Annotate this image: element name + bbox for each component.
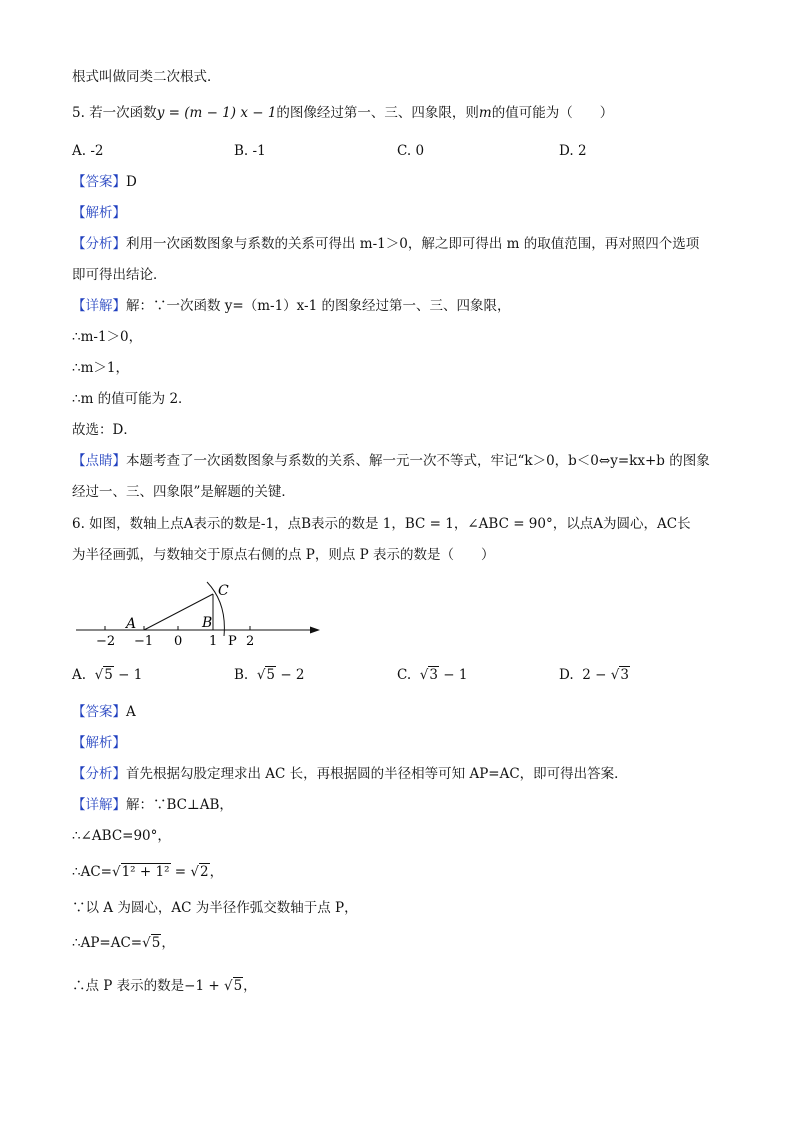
q6-step: ∴AC=√1² + 1² = √2，	[72, 864, 224, 880]
q5-function: y = (m − 1) x − 1	[156, 105, 277, 121]
q5-option-d[interactable]: D. 2	[559, 143, 587, 159]
q6-stem-line1: 6. 如图，数轴上点A表示的数是-1，点B表示的数是 1，BC = 1，∠ABC = 90°，以点A为圆心，AC长	[72, 516, 691, 532]
point-label-a: A	[126, 616, 137, 632]
sqrt: √1² + 1²	[111, 864, 170, 880]
q6-step: ∴∠ABC=90°，	[72, 828, 171, 844]
q5-xiangjie: 【详解】解：∵一次函数 y=（m-1）x-1 的图象经过第一、三、四象限，	[72, 298, 511, 314]
q6-step: ∴AP=AC=√5，	[72, 935, 175, 951]
sqrt: √5	[256, 667, 276, 683]
q6-analysis-heading: 【解析】	[72, 735, 126, 751]
q5-option-a[interactable]: A. -2	[72, 143, 104, 159]
tick-label: 1	[209, 634, 218, 649]
q5-option-b[interactable]: B. -1	[234, 143, 266, 159]
q6-step: ∴点 P 表示的数是−1 + √5，	[72, 978, 257, 994]
q5-dianjing-cont: 经过一、三、四象限”是解题的关键．	[72, 484, 295, 500]
answer-tag: 【答案】	[72, 704, 126, 720]
q6-answer	[72, 702, 136, 722]
q5-variable: m	[478, 105, 492, 121]
q5-fenxi: 【分析】利用一次函数图象与系数的关系可得出 m-1＞0，解之即可得出 m 的取值范围，再对照四个选项	[72, 236, 700, 252]
tick-label: 0	[174, 634, 183, 649]
q5-stem-suffix: 的值可能为（ ）	[491, 105, 614, 121]
q6-option-a[interactable]: A. √5 − 1	[72, 667, 143, 683]
q5-step: ∴m-1＞0，	[72, 329, 143, 345]
q5-step: 故选：D．	[72, 422, 137, 438]
q6-xiangjie: 【详解】解：∵BC⊥AB，	[72, 797, 233, 813]
q5-step: ∴m＞1，	[72, 360, 129, 376]
q6-stem-line2: 为半径画弧，与数轴交于原点右侧的点 P，则点 P 表示的数是（ ）	[72, 547, 495, 563]
sqrt: √5	[223, 978, 243, 994]
intro-tail: 根式叫做同类二次根式．	[72, 69, 221, 85]
q5-answer	[72, 172, 137, 192]
q5-dianjing: 【点睛】本题考查了一次函数图象与系数的关系、解一元一次不等式，牢记“k＞0，b＜0⇔y=kx+b 的图象	[72, 453, 710, 469]
tick-label: 2	[246, 634, 255, 649]
answer-value: D	[126, 174, 137, 190]
q5-number: 5.	[72, 105, 85, 121]
sqrt: √2	[190, 864, 209, 880]
q5-stem-middle: 的图像经过第一、三、四象限，则	[276, 105, 479, 121]
sqrt: √5	[142, 935, 161, 951]
q5-analysis-heading: 【解析】	[72, 205, 126, 221]
q5-fenxi-cont: 即可得出结论．	[72, 267, 167, 283]
axis-arrow	[310, 627, 320, 634]
tick-label: −1	[134, 634, 154, 649]
number-line-figure	[72, 578, 332, 650]
point-label-b: B	[202, 615, 213, 631]
q5-option-c[interactable]: C. 0	[397, 143, 425, 159]
sqrt: √3	[419, 667, 438, 683]
q6-step: ∵以 A 为圆心，AC 为半径作弧交数轴于点 P，	[72, 900, 358, 916]
tick-label: −2	[96, 634, 116, 649]
point-label-c: C	[218, 583, 229, 599]
answer-tag: 【答案】	[72, 174, 126, 190]
q5-stem-prefix: 若一次函数	[89, 105, 157, 121]
q6-option-d[interactable]: D. 2 − √3	[559, 667, 629, 683]
point-label-p: P	[228, 634, 237, 649]
sqrt: √5	[94, 667, 113, 683]
q6-option-b[interactable]: B. √5 − 2	[234, 667, 305, 683]
q5-stem	[72, 103, 613, 123]
q6-fenxi: 【分析】首先根据勾股定理求出 AC 长，再根据圆的半径相等可知 AP=AC，即可得出答案．	[72, 766, 628, 782]
sqrt: √3	[610, 667, 629, 683]
q6-option-c[interactable]: C. √3 − 1	[397, 667, 468, 683]
q5-step: ∴m 的值可能为 2．	[72, 391, 192, 407]
answer-value: A	[126, 704, 136, 720]
